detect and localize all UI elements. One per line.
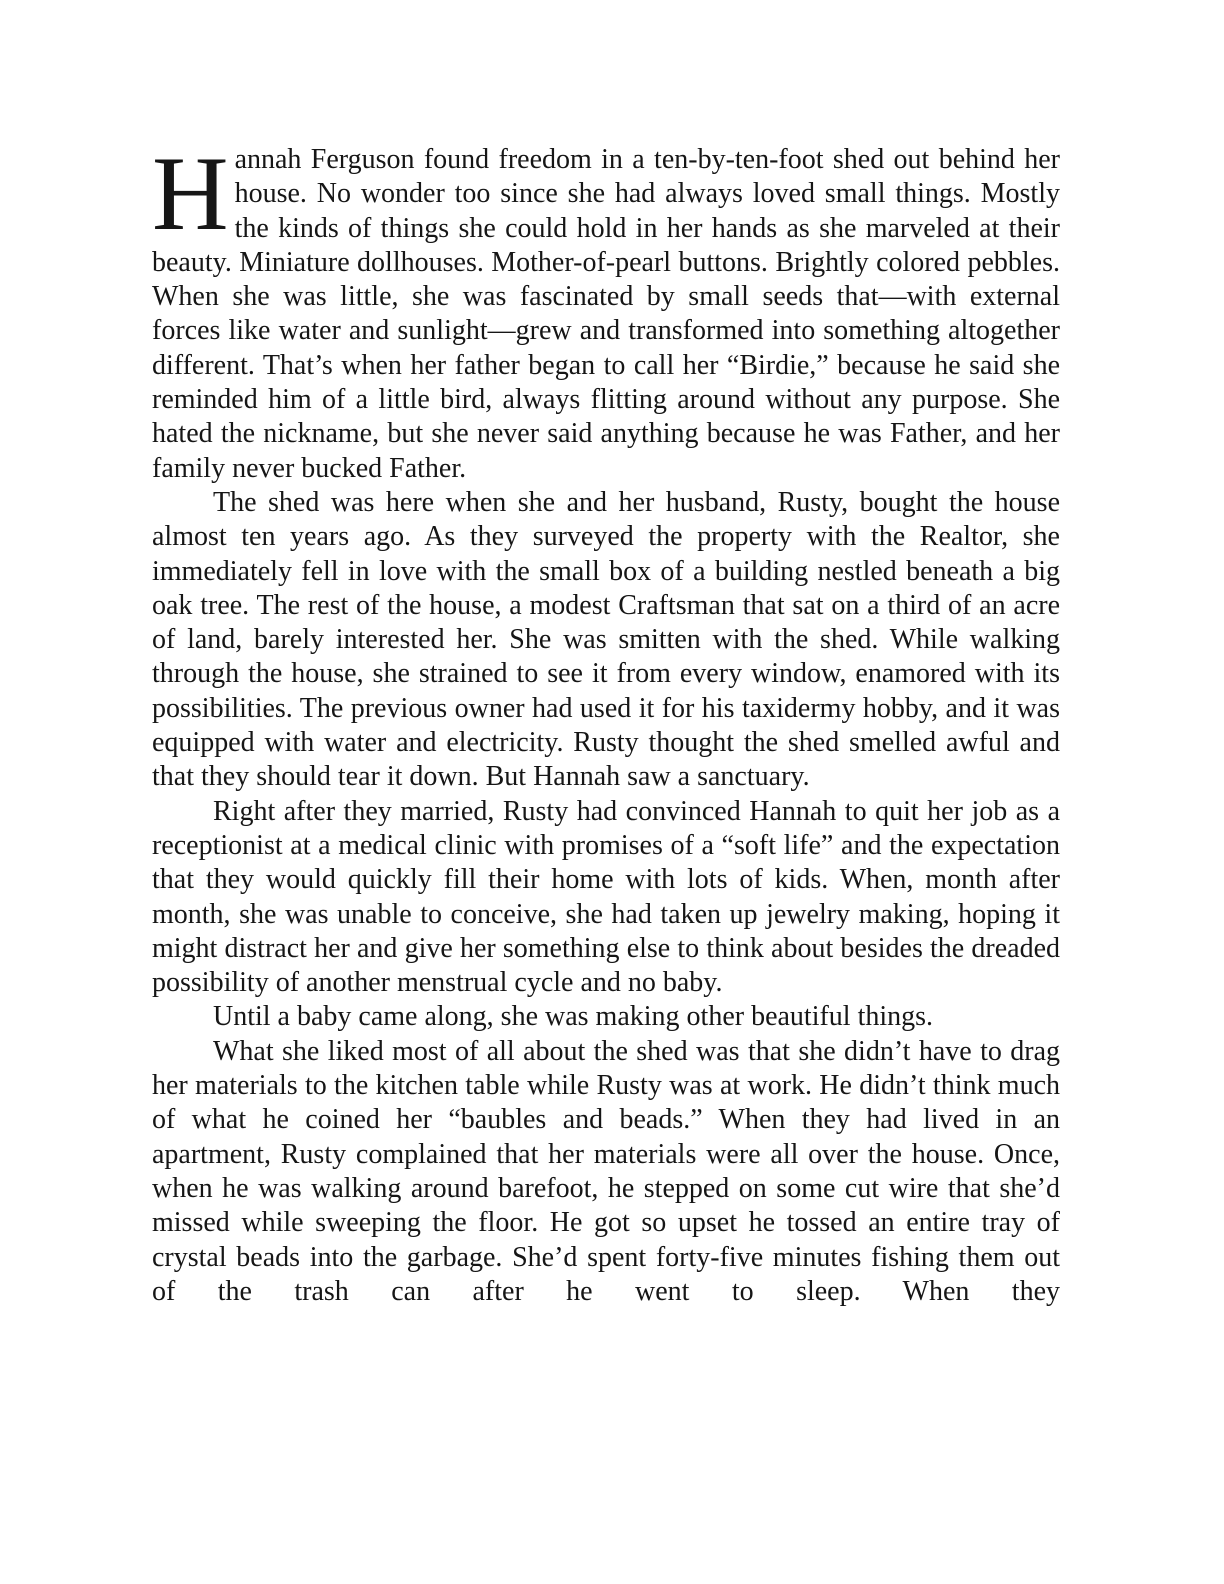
paragraph-4: Until a baby came along, she was making other beautiful things. xyxy=(213,1001,934,1033)
paragraph-2: The shed was here when she and her husband, Rusty, bought the house almost ten years ago. As they surveyed the property with the Realtor, she immediately fell in love with the small box of a building nestled beneath a big oak tree. The rest of the house, a modest Craftsman that sat on a third of an acre of land, barely interested her. She was smitten with the shed. While walking through the house, she strained to see it from every window, enamored with its possibilities. The previous owner had used it for his taxidermy hobby, and it was equipped with water and electricity. Rusty thought the shed smelled awful and that they should tear it down. But Hannah saw a sanctuary. xyxy=(152,486,1060,793)
paragraph-5: What she liked most of all about the shed was that she didn’t have to drag her materials to the kitchen table while Rusty was at work. He didn’t think much of what he coined her “baubles and beads.” When they had lived in an apartment, Rusty complained that her materials were all over the house. Once, when he was walking around barefoot, he stepped on some cut wire that she’d missed while sweeping the floor. He got so upset he tossed an entire tray of crystal beads into the garbage. She’d spent forty-five minutes fishing them out of the trash can after he went to sleep. When they xyxy=(152,1035,1060,1307)
paragraph-3: Right after they married, Rusty had convinced Hannah to quit her job as a receptionist at a medical clinic with promises of a “soft life” and the expectation that they would quickly fill their home with lots of kids. When, month after month, she was unable to conceive, she had taken up jewelry making, hoping it might distract her and give her something else to think about besides the dreaded possibility of another menstrual cycle and no baby. xyxy=(152,795,1060,999)
paragraph-1-text: annah Ferguson found freedom in a ten-by-ten-foot shed out behind her house. No wonder too since she had always loved small things. Mostly the kinds of things she could hold in her hands as she marveled at their beauty. Miniature dollhouses. Mother-of-pearl buttons. Brightly colored pebbles. When she was little, she was fascinated by small seeds that—with external forces like water and sunlight—grew and transformed into something altogether different. That’s when her father began to call her “Birdie,” because he said she reminded him of a little bird, always flitting around without any purpose. She hated the nickname, but she never said anything because he was Father, and her family never bucked Father. xyxy=(152,144,1060,484)
drop-cap: H xyxy=(152,135,229,252)
page-body xyxy=(152,135,1060,1309)
paragraph-1 xyxy=(152,135,1060,486)
